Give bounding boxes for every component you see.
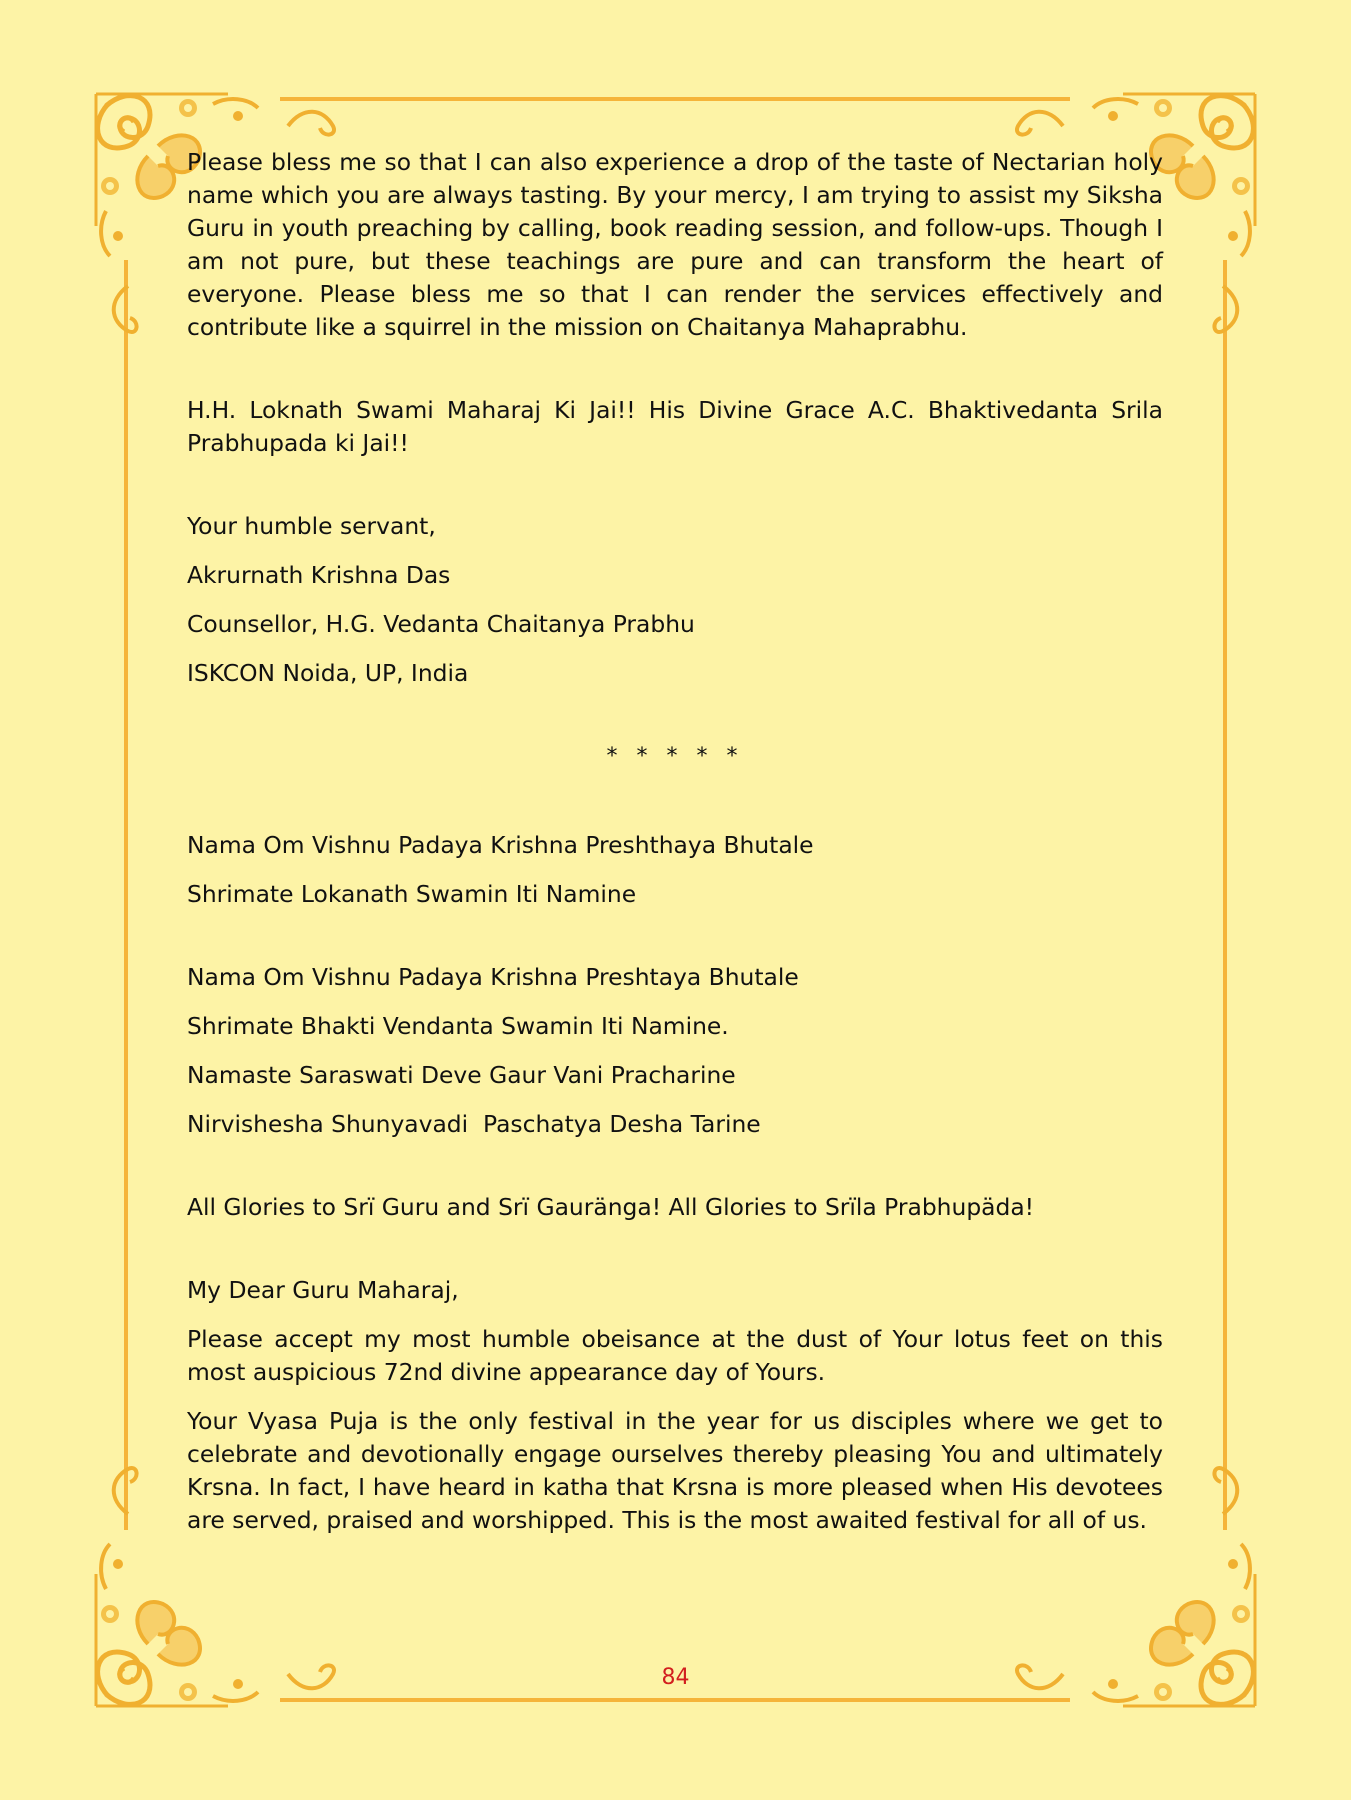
letter1-closing: Your humble servant, — [187, 512, 436, 540]
section-separator: * * * * * — [606, 744, 744, 769]
signature-name: Akrurnath Krishna Das — [187, 561, 451, 589]
pranama-prabhupada-line-2: Shrimate Bhakti Vendanta Swamin Iti Namine. — [187, 1012, 729, 1040]
pranama-prabhupada-line-1: Nama Om Vishnu Padaya Krishna Preshtaya Bhutale — [187, 963, 799, 991]
signature-role: Counsellor, H.G. Vedanta Chaitanya Prabhu — [187, 610, 695, 638]
pranama-line-2: Shrimate Lokanath Swamin Iti Namine — [187, 880, 637, 908]
page-number: 84 — [661, 1665, 690, 1690]
pranama-prabhupada-line-4: Nirvishesha Shunyavadi Paschatya Desha Tarine — [187, 1110, 761, 1138]
letter1-paragraph: Please bless me so that I can also experience a drop of the taste of Nectarian holy name which you are always tasting. By your mercy, I am trying to assist my Siksha Guru in youth preaching by calling, book reading session, and follow-ups. Though I am not pure, but these teachings are pure and can transform the heart of everyone. Please bless me so that I can render the services effectively and contribute like a squirrel in the mission on Chaitanya Mahaprabhu. — [187, 148, 1163, 341]
letter1-glorification: H.H. Loknath Swami Maharaj Ki Jai!! His Divine Grace A.C. Bhaktivedanta Srila Prabhupada ki Jai!! — [187, 396, 1163, 457]
glories-line: All Glories to Srï Guru and Srï Gauränga! All Glories to Srïla Prabhupäda! — [187, 1193, 1035, 1221]
letter2-paragraph-2: Your Vyasa Puja is the only festival in the year for us disciples where we get to celebrate and devotionally engage ourselves thereby pleasing You and ultimately Krsna. In fact, I have heard in katha that Krsna is more pleased when His devotees are served, praised and worshipped. This is the most awaited festival for all of us. — [187, 1407, 1163, 1534]
signature-place: ISKCON Noida, UP, India — [187, 659, 469, 687]
letter2-paragraph-1: Please accept my most humble obeisance at the dust of Your lotus feet on this most auspicious 72nd divine appearance day of Yours. — [187, 1325, 1163, 1386]
page-content — [187, 146, 1163, 1537]
pranama-prabhupada-line-3: Namaste Saraswati Deve Gaur Vani Pracharine — [187, 1061, 736, 1089]
pranama-line-1: Nama Om Vishnu Padaya Krishna Preshthaya Bhutale — [187, 831, 814, 859]
salutation: My Dear Guru Maharaj, — [187, 1276, 459, 1304]
